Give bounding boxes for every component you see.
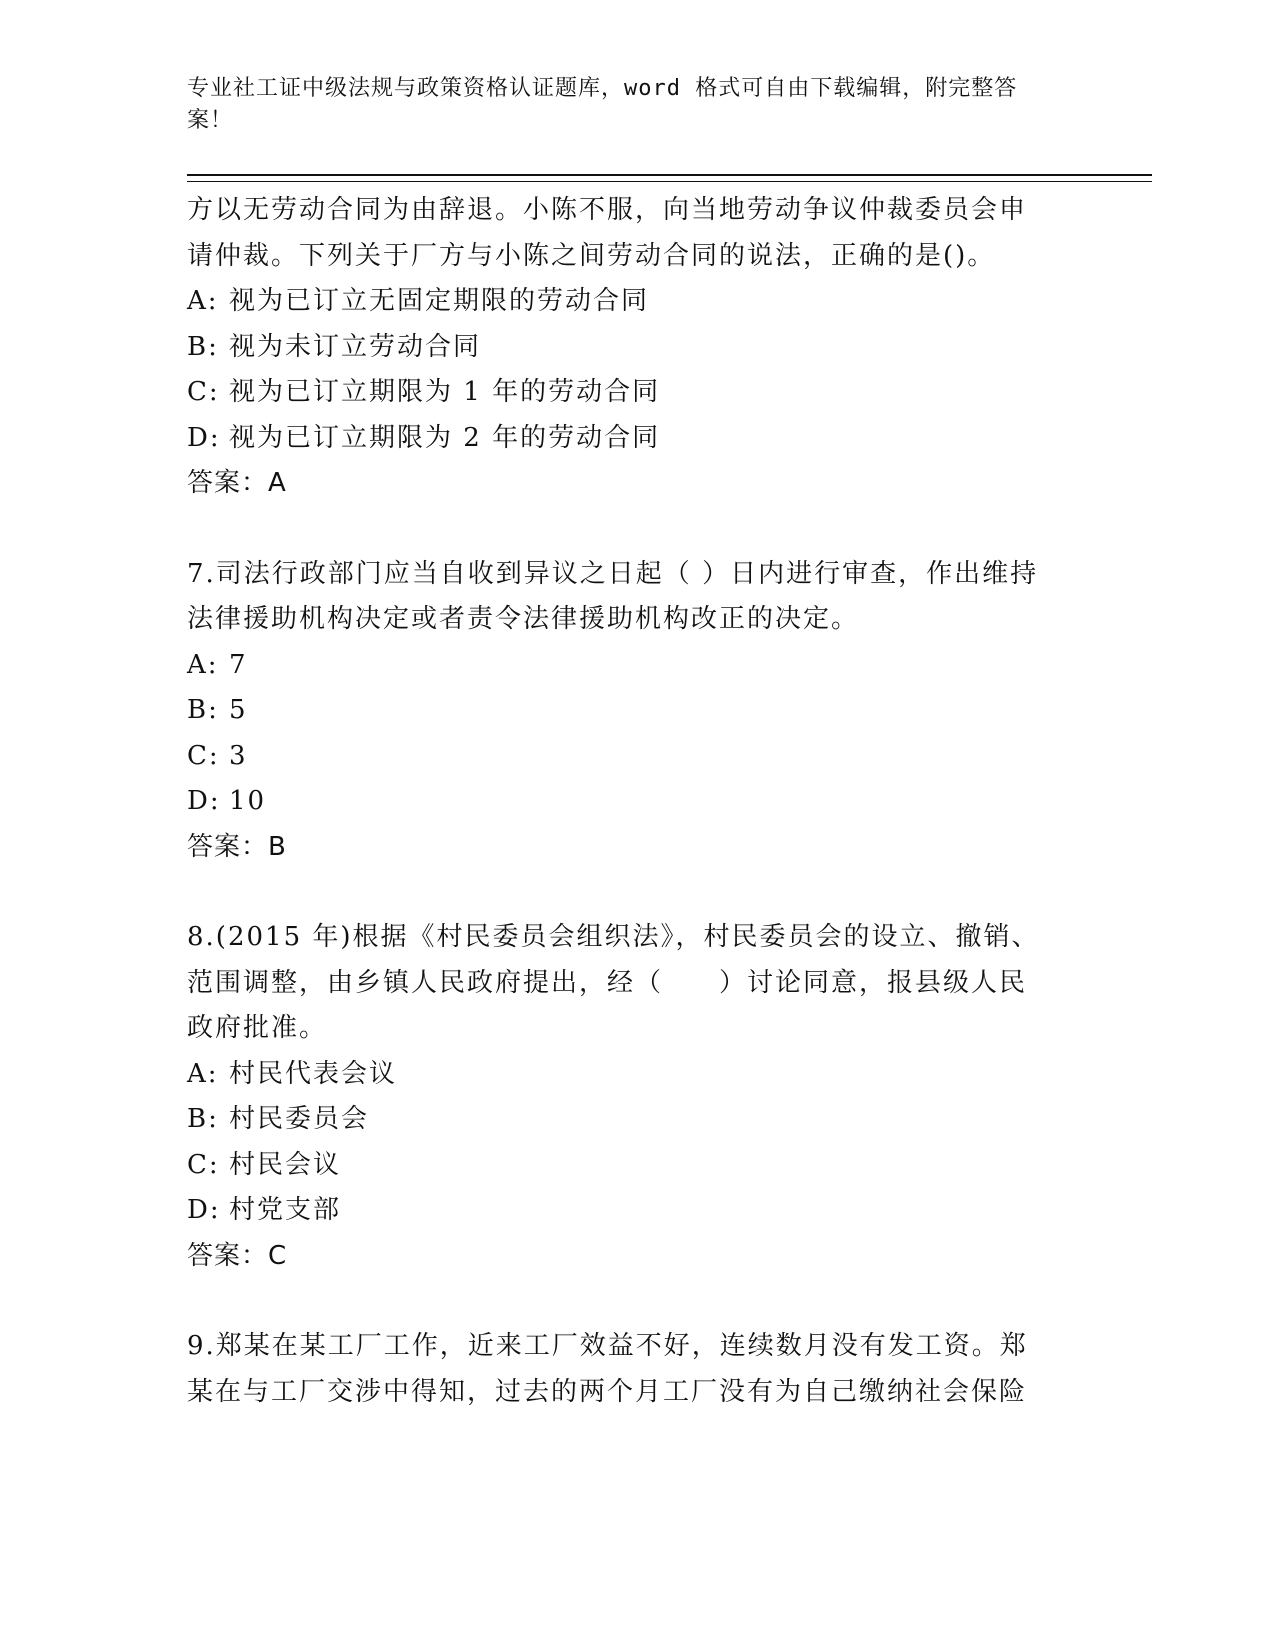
question-text: 政府批准。 [187,1013,328,1043]
option-text: 村民代表会议 [229,1058,398,1089]
option-text: 10 [229,786,267,816]
option-key: B: [187,331,219,362]
option-key: D: [187,422,221,453]
option-b [187,1097,1087,1143]
answer-line [187,825,1087,871]
page-header [187,73,1067,137]
question-text: 方以无劳动合同为由辞退。小陈不服，向当地劳动争议仲裁委员会申 [187,195,1028,225]
question-text: 某在与工厂交涉中得知，过去的两个月工厂没有为自己缴纳社会保险 [187,1376,1028,1407]
header-divider [187,174,1152,176]
option-d [187,779,1087,825]
option-text: 7 [229,649,248,680]
answer-value: C [268,1240,288,1271]
option-text: 视为已订立期限为 1 年的劳动合同 [229,377,661,407]
question-block [187,188,1087,507]
option-key: C: [187,1149,220,1180]
option-a [187,643,1087,689]
option-b [187,325,1087,371]
question-text: 请仲裁。下列关于厂方与小陈之间劳动合同的说法，正确的是()。 [187,240,996,271]
option-key: C: [187,740,220,771]
option-key: D: [187,1195,221,1225]
header-divider [187,181,1152,182]
option-key: A: [187,649,219,680]
option-a [187,279,1087,325]
option-text: 村党支部 [229,1195,342,1225]
option-text: 视为已订立无固定期限的劳动合同 [229,286,650,316]
option-b [187,688,1087,734]
header-line: 案！ [187,108,234,133]
answer-label: 答案： [187,1240,269,1271]
answer-line [187,461,1087,507]
option-a [187,1052,1087,1098]
option-c [187,1143,1087,1189]
question-text: 范围调整，由乡镇人民政府提出，经（ ）讨论同意，报县级人民 [187,967,1028,998]
answer-value: A [268,468,287,498]
answer-line [187,1234,1087,1280]
answer-value: B [268,831,287,862]
option-c [187,734,1087,780]
option-key: B: [187,695,219,725]
answer-label: 答案： [187,468,269,498]
question-text: 8.(2015 年)根据《村民委员会组织法》，村民委员会的设立、撤销、 [187,922,1040,952]
answer-label: 答案： [187,831,269,862]
option-key: B: [187,1104,219,1134]
option-key: C: [187,377,220,407]
question-block [187,1324,1087,1415]
option-text: 视为未订立劳动合同 [229,331,482,362]
option-d [187,1188,1087,1234]
option-text: 5 [229,695,248,725]
question-text: 9.郑某在某工厂工作，近来工厂效益不好，连续数月没有发工资。郑 [187,1331,1028,1361]
question-list [187,188,1087,1415]
option-key: A: [187,1058,219,1089]
option-text: 3 [229,740,248,771]
header-line: 专业社工证中级法规与政策资格认证题库，word 格式可自由下载编辑，附完整答 [187,76,1018,101]
question-text: 7.司法行政部门应当自收到异议之日起（ ）日内进行审查，作出维持 [187,558,1039,589]
question-block [187,552,1087,871]
option-c [187,370,1087,416]
question-text: 法律援助机构决定或者责令法律援助机构改正的决定。 [187,604,860,634]
question-block [187,915,1087,1279]
option-key: D: [187,786,221,816]
option-text: 村民委员会 [229,1104,370,1134]
option-text: 视为已订立期限为 2 年的劳动合同 [229,422,661,453]
option-text: 村民会议 [229,1149,342,1180]
option-d [187,416,1087,462]
option-key: A: [187,286,219,316]
